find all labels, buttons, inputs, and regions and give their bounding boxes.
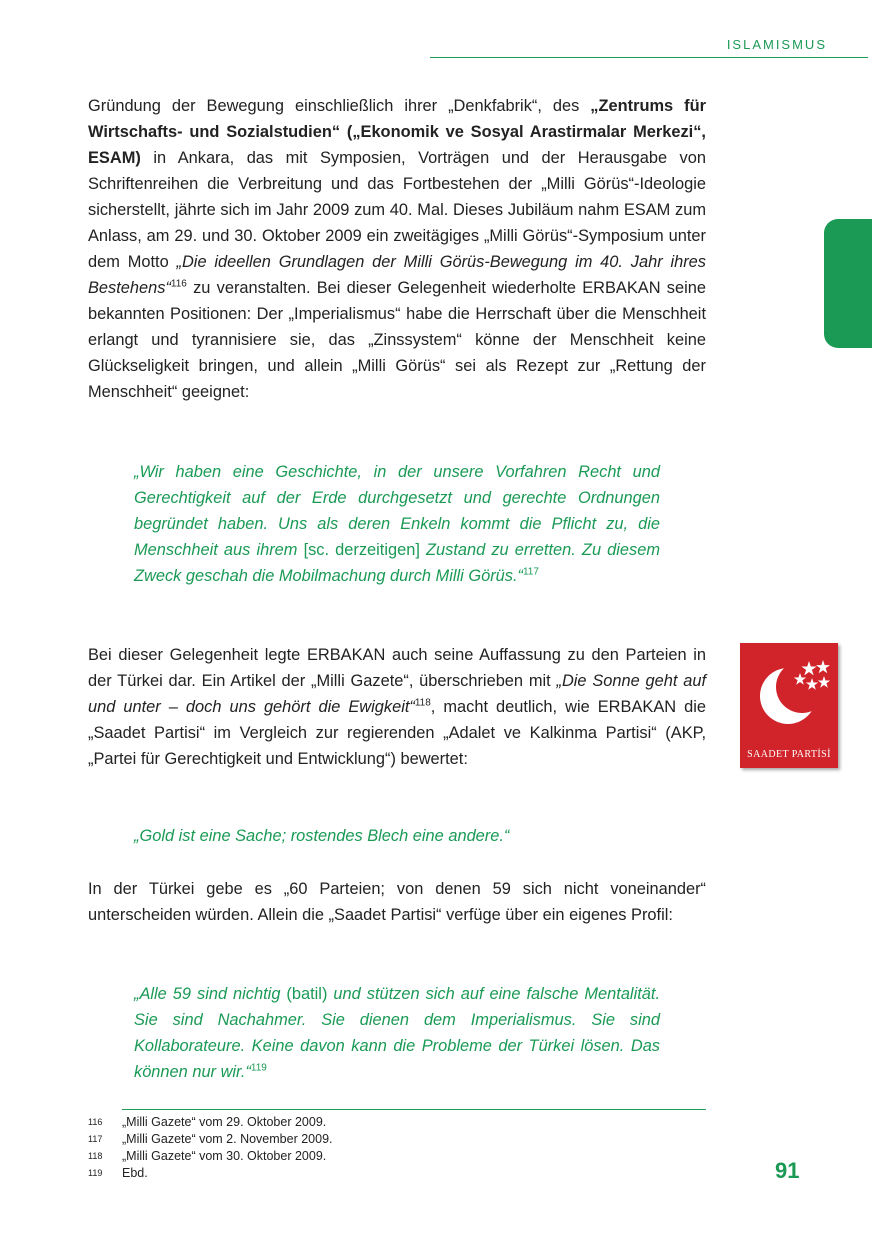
paragraph-3-text: In der Türkei gebe es „60 Parteien; von denen 59 sich nicht voneinander“ unterscheiden würden. Allein die „Saadet Partisi“ verfüge über ein eigenes Profil:	[88, 880, 706, 924]
footnote-text: „Milli Gazete“ vom 30. Oktober 2009.	[122, 1149, 327, 1163]
footnote-number: 118	[88, 1151, 103, 1161]
footnote-ref-117[interactable]: 117	[522, 566, 539, 578]
paragraph-3	[88, 876, 706, 928]
quote-3-block	[88, 981, 706, 1085]
paragraph-1-text-a: Gründung der Bewegung einschließlich ihrer „Denkfabrik“, des	[88, 97, 591, 115]
footnote-rule	[122, 1109, 706, 1110]
quote-1	[134, 459, 660, 589]
crescent-stars-icon	[740, 643, 838, 743]
paragraph-2	[88, 642, 706, 772]
footnote-text: „Milli Gazete“ vom 2. November 2009.	[122, 1132, 333, 1146]
footnote-ref-118[interactable]: 118	[414, 697, 431, 709]
paragraph-1	[88, 93, 706, 405]
footnote-item	[88, 1114, 708, 1131]
paragraph-1-block	[88, 93, 706, 405]
saadet-partisi-logo	[740, 643, 838, 768]
quote-1-text-a: „Wir haben eine Geschichte, in der unsere Vorfahren Recht und Gerechtigkeit auf der Erde durchgesetzt und gerechte Ordnungen begründet haben. Uns als deren Enkeln kommt die Pflicht zu, die Menschheit aus ihrem	[134, 463, 660, 559]
section-label: ISLAMISMUS	[726, 37, 827, 52]
footnote-ref-119[interactable]: 119	[250, 1062, 267, 1074]
quote-3	[134, 981, 660, 1085]
footnote-ref-116[interactable]: 116	[170, 278, 187, 290]
page-number: 91	[775, 1158, 800, 1183]
footnote-text: „Milli Gazete“ vom 29. Oktober 2009.	[122, 1115, 327, 1129]
paragraph-2-text-a: Bei dieser Gelegenheit legte ERBAKAN auch seine Auffassung zu den Parteien in der Türkei dar. Ein Artikel der „Milli Gazete“, überschrieben mit	[88, 646, 706, 690]
paragraph-3-block	[88, 876, 706, 928]
quote-2	[134, 823, 660, 849]
quote-3-text-a: „Alle 59 sind nichtig	[134, 985, 287, 1003]
footnote-item	[88, 1165, 708, 1182]
header-rule	[430, 57, 868, 58]
footnote-number: 116	[88, 1117, 103, 1127]
logo-caption: SAADET PARTİSİ	[747, 749, 831, 760]
quote-1-block	[88, 459, 706, 589]
esam-name: „Zentrums für Wirtschafts- und Sozialstudien“ („Ekonomik ve Sosyal Arastirmalar Merkezi“, ESAM)	[88, 97, 706, 167]
quote-3-insertion: (batil)	[286, 985, 328, 1003]
quote-2-text: „Gold ist eine Sache; rostendes Blech eine andere.“	[134, 827, 510, 845]
footnote-number: 117	[88, 1134, 103, 1144]
footnote-item	[88, 1131, 708, 1148]
quote-2-block	[88, 823, 706, 849]
footnote-text: Ebd.	[122, 1166, 148, 1180]
chapter-tab	[824, 219, 872, 348]
quote-3-text-b: und stützen sich auf eine falsche Mentalität. Sie sind Nachahmer. Sie dienen dem Imperialismus. Sie sind Kollaborateure. Keine davon kann die Probleme der Türkei lösen. Das können nur wir.“	[134, 985, 660, 1081]
quote-1-text-b: Zustand zu erretten. Zu diesem Zweck geschah die Mobilmachung durch Milli Görüs.“	[134, 541, 661, 585]
footnote-number: 119	[88, 1168, 103, 1178]
paragraph-1-text-b: in Ankara, das mit Symposien, Vorträgen und der Herausgabe von Schriftenreihen die Verbreitung und das Fortbestehen der „Milli Görüs“-Ideologie sicherstellt, jährte sich im Jahr 2009 zum 40. Mal. Dieses Jubiläum nahm ESAM zum Anlass, am 29. und 30. Oktober 2009 ein zweitägiges „Milli Görüs“-Symposium unter dem Motto	[88, 149, 706, 271]
paragraph-2-text-b: , macht deutlich, wie ERBAKAN die „Saadet Partisi“ im Vergleich zur regierenden „Adalet ve Kalkinma Partisi“ (AKP, „Partei für Gerechtigkeit und Entwicklung“) bewertet:	[88, 698, 706, 768]
footnote-item	[88, 1148, 708, 1165]
quote-1-insertion: [sc. derzeitigen]	[303, 541, 420, 559]
paragraph-2-block	[88, 642, 706, 772]
paragraph-1-text-c: zu veranstalten. Bei dieser Gelegenheit wiederholte ERBAKAN seine bekannten Positionen: Der „Imperialismus“ habe die Herrschaft über die Menschheit erlangt und tyrannisiere sie, das „Zinssystem“ könne der Menschheit keine Glückseligkeit bringen, und allein „Milli Görüs“ sei als Rezept zur „Rettung der Menschheit“ geeignet:	[88, 279, 706, 401]
footnotes	[88, 1114, 708, 1182]
symposium-motto: „Die ideellen Grundlagen der Milli Görüs-Bewegung im 40. Jahr ihres Bestehens“	[88, 253, 706, 297]
article-title: „Die Sonne geht auf und unter – doch uns gehört die Ewigkeit“	[88, 672, 706, 716]
